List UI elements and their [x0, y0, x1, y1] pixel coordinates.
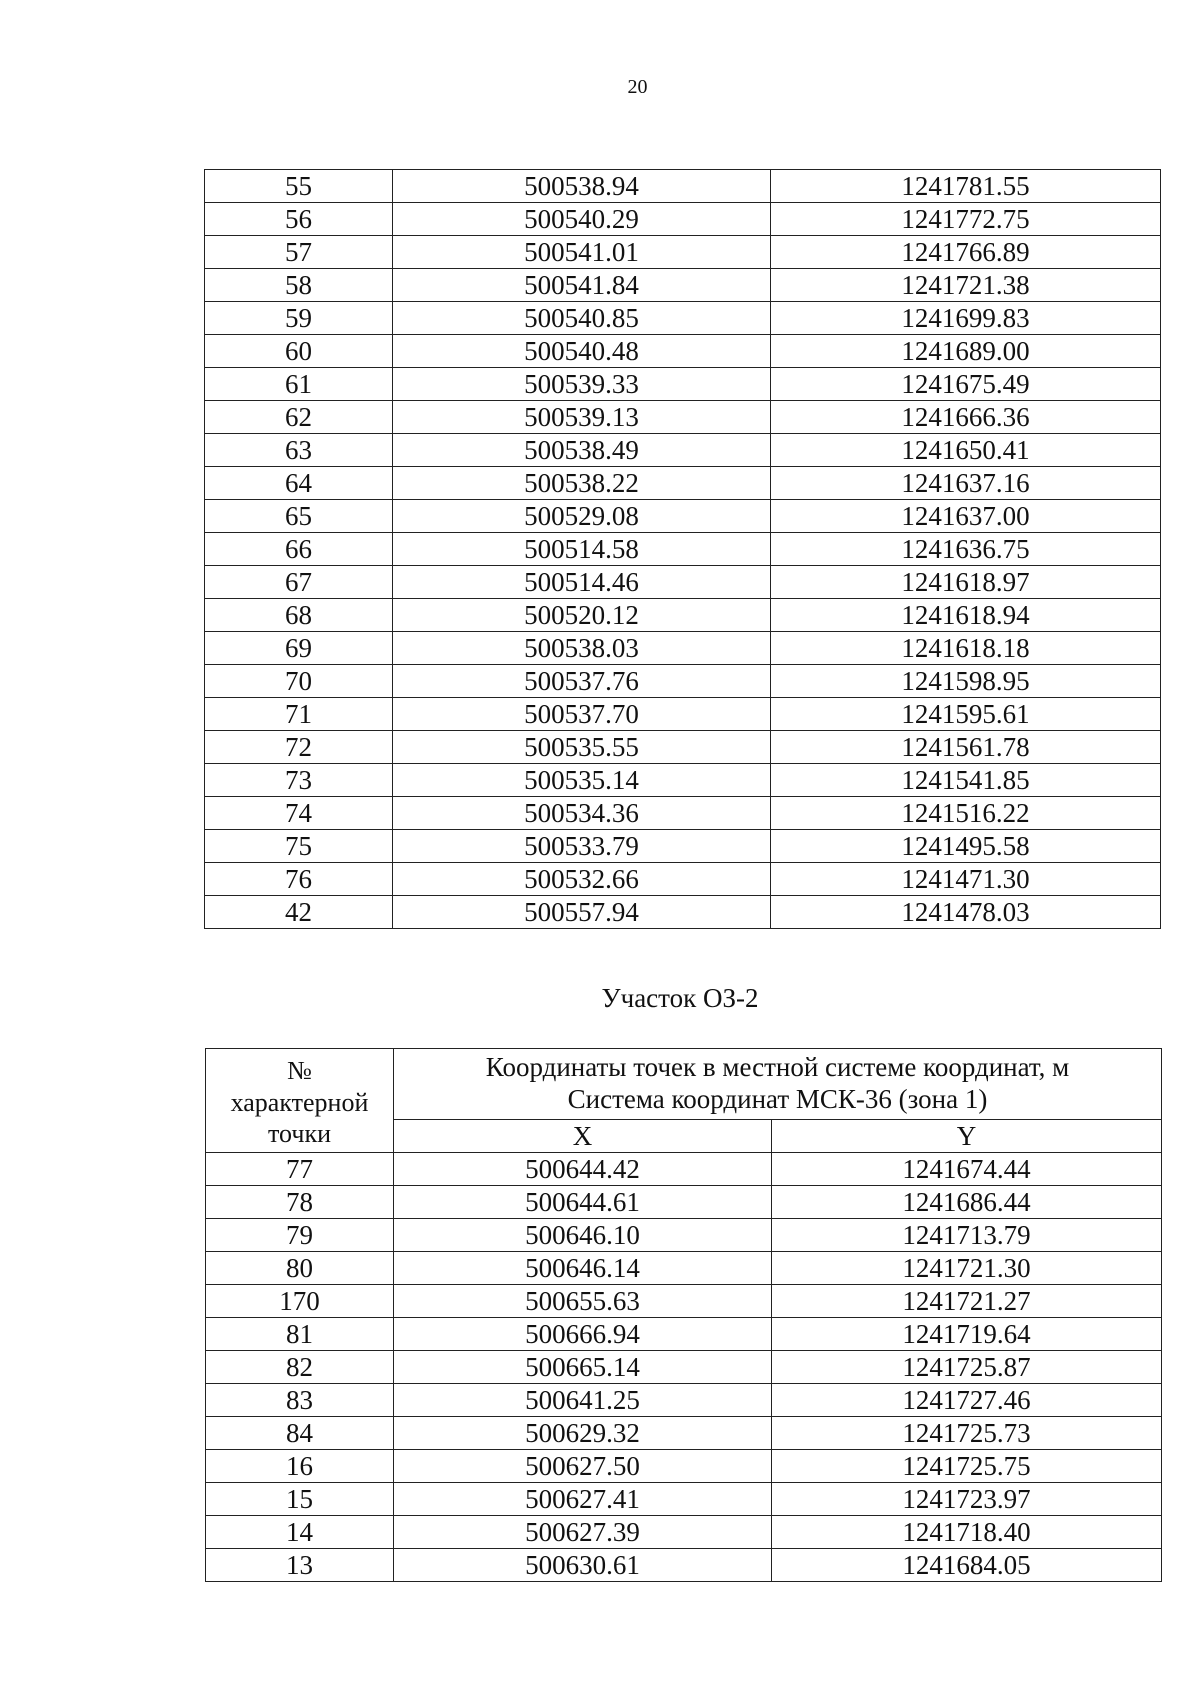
- point-number-cell: 63: [205, 434, 393, 467]
- table-row: [206, 1516, 1162, 1549]
- point-number-cell: 170: [206, 1285, 394, 1318]
- x-coordinate-cell: 500538.22: [393, 467, 771, 500]
- table-row: [205, 434, 1161, 467]
- y-coordinate-cell: 1241495.58: [771, 830, 1161, 863]
- table-row: [206, 1450, 1162, 1483]
- table-row: [205, 698, 1161, 731]
- y-coordinate-cell: 1241684.05: [772, 1549, 1162, 1582]
- point-number-cell: 80: [206, 1252, 394, 1285]
- table-row: [206, 1285, 1162, 1318]
- y-coordinate-cell: 1241725.75: [772, 1450, 1162, 1483]
- point-number-cell: 79: [206, 1219, 394, 1252]
- x-coordinate-cell: 500641.25: [394, 1384, 772, 1417]
- point-number-cell: 60: [205, 335, 393, 368]
- x-coordinate-cell: 500538.03: [393, 632, 771, 665]
- x-coordinate-cell: 500655.63: [394, 1285, 772, 1318]
- section-title: Участок ОЗ-2: [601, 983, 759, 1013]
- x-coordinate-cell: 500537.76: [393, 665, 771, 698]
- y-coordinate-cell: 1241636.75: [771, 533, 1161, 566]
- point-number-cell: 55: [205, 170, 393, 203]
- point-number-cell: 64: [205, 467, 393, 500]
- y-coordinate-cell: 1241637.00: [771, 500, 1161, 533]
- table-row: [206, 1351, 1162, 1384]
- y-coordinate-cell: 1241723.97: [772, 1483, 1162, 1516]
- coordinates-header-line: Координаты точек в местной системе координат, м: [485, 1052, 1070, 1083]
- y-coordinate-cell: 1241689.00: [771, 335, 1161, 368]
- point-number-cell: 81: [206, 1318, 394, 1351]
- table-header: [206, 1049, 1162, 1153]
- point-number-cell: 62: [205, 401, 393, 434]
- table-row: [206, 1483, 1162, 1516]
- point-number-cell: 84: [206, 1417, 394, 1450]
- table-row: [206, 1549, 1162, 1582]
- table-row: [205, 632, 1161, 665]
- y-coordinate-cell: 1241618.94: [771, 599, 1161, 632]
- table-row: [205, 170, 1161, 203]
- header-num-line: характерной: [230, 1087, 369, 1117]
- y-coordinate-cell: 1241561.78: [771, 731, 1161, 764]
- x-coordinate-cell: 500534.36: [393, 797, 771, 830]
- table-row: [206, 1318, 1162, 1351]
- y-coordinate-cell: 1241674.44: [772, 1153, 1162, 1186]
- y-column-header: Y: [772, 1120, 1162, 1153]
- table-row: [206, 1252, 1162, 1285]
- table-row: [205, 896, 1161, 929]
- table-row: [206, 1153, 1162, 1186]
- table-row: [206, 1417, 1162, 1450]
- point-number-cell: 16: [206, 1450, 394, 1483]
- coordinates-header: [394, 1049, 1162, 1120]
- x-coordinate-cell: 500630.61: [394, 1549, 772, 1582]
- table-row: [206, 1219, 1162, 1252]
- y-coordinate-cell: 1241666.36: [771, 401, 1161, 434]
- y-coordinate-cell: 1241781.55: [771, 170, 1161, 203]
- x-coordinate-cell: 500533.79: [393, 830, 771, 863]
- x-column-header: X: [394, 1120, 772, 1153]
- table-body: [206, 1153, 1162, 1582]
- header-row: [206, 1049, 1162, 1120]
- x-coordinate-cell: 500529.08: [393, 500, 771, 533]
- table-row: [205, 302, 1161, 335]
- coordinates-table-oz2: [205, 1048, 1162, 1582]
- table-row: [205, 599, 1161, 632]
- y-coordinate-cell: 1241516.22: [771, 797, 1161, 830]
- point-number-cell: 76: [205, 863, 393, 896]
- y-coordinate-cell: 1241727.46: [772, 1384, 1162, 1417]
- table-row: [205, 665, 1161, 698]
- point-number-cell: 71: [205, 698, 393, 731]
- table-row: [205, 533, 1161, 566]
- y-coordinate-cell: 1241618.97: [771, 566, 1161, 599]
- y-coordinate-cell: 1241618.18: [771, 632, 1161, 665]
- point-number-cell: 13: [206, 1549, 394, 1582]
- x-coordinate-cell: 500520.12: [393, 599, 771, 632]
- y-coordinate-cell: 1241721.30: [772, 1252, 1162, 1285]
- x-coordinate-cell: 500666.94: [394, 1318, 772, 1351]
- y-coordinate-cell: 1241766.89: [771, 236, 1161, 269]
- x-coordinate-cell: 500541.84: [393, 269, 771, 302]
- y-coordinate-cell: 1241478.03: [771, 896, 1161, 929]
- table-row: [205, 830, 1161, 863]
- point-number-cell: 65: [205, 500, 393, 533]
- x-coordinate-cell: 500540.48: [393, 335, 771, 368]
- x-coordinate-cell: 500539.33: [393, 368, 771, 401]
- point-number-cell: 74: [205, 797, 393, 830]
- x-coordinate-cell: 500535.14: [393, 764, 771, 797]
- point-number-cell: 58: [205, 269, 393, 302]
- x-coordinate-cell: 500538.49: [393, 434, 771, 467]
- table-row: [205, 764, 1161, 797]
- point-number-cell: 70: [205, 665, 393, 698]
- point-number-cell: 83: [206, 1384, 394, 1417]
- x-coordinate-cell: 500644.42: [394, 1153, 772, 1186]
- table-row: [205, 500, 1161, 533]
- table-row: [205, 401, 1161, 434]
- coordinates-table-continued: [204, 169, 1161, 929]
- y-coordinate-cell: 1241719.64: [772, 1318, 1162, 1351]
- y-coordinate-cell: 1241637.16: [771, 467, 1161, 500]
- x-coordinate-cell: 500541.01: [393, 236, 771, 269]
- x-coordinate-cell: 500535.55: [393, 731, 771, 764]
- page-number: 20: [627, 76, 648, 98]
- x-coordinate-cell: 500557.94: [393, 896, 771, 929]
- point-number-cell: 73: [205, 764, 393, 797]
- x-coordinate-cell: 500539.13: [393, 401, 771, 434]
- x-coordinate-cell: 500629.32: [394, 1417, 772, 1450]
- point-number-cell: 59: [205, 302, 393, 335]
- point-number-cell: 14: [206, 1516, 394, 1549]
- table-row: [205, 203, 1161, 236]
- y-coordinate-cell: 1241598.95: [771, 665, 1161, 698]
- table-row: [206, 1384, 1162, 1417]
- table-row: [205, 467, 1161, 500]
- point-number-cell: 72: [205, 731, 393, 764]
- x-coordinate-cell: 500627.50: [394, 1450, 772, 1483]
- y-coordinate-cell: 1241541.85: [771, 764, 1161, 797]
- y-coordinate-cell: 1241718.40: [772, 1516, 1162, 1549]
- coordinates-system-line: Система координат МСК-36 (зона 1): [567, 1084, 988, 1114]
- point-number-cell: 42: [205, 896, 393, 929]
- y-coordinate-cell: 1241471.30: [771, 863, 1161, 896]
- x-coordinate-cell: 500646.10: [394, 1219, 772, 1252]
- table-body: [205, 170, 1161, 929]
- point-number-cell: 82: [206, 1351, 394, 1384]
- x-coordinate-cell: 500627.41: [394, 1483, 772, 1516]
- table-row: [206, 1186, 1162, 1219]
- x-coordinate-cell: 500665.14: [394, 1351, 772, 1384]
- y-coordinate-cell: 1241713.79: [772, 1219, 1162, 1252]
- y-coordinate-cell: 1241699.83: [771, 302, 1161, 335]
- point-number-cell: 67: [205, 566, 393, 599]
- header-num-line: точки: [268, 1119, 331, 1149]
- table-row: [205, 731, 1161, 764]
- table-row: [205, 236, 1161, 269]
- table-row: [205, 269, 1161, 302]
- table-row: [205, 335, 1161, 368]
- x-coordinate-cell: 500538.94: [393, 170, 771, 203]
- point-number-cell: 57: [205, 236, 393, 269]
- table-row: [205, 863, 1161, 896]
- y-coordinate-cell: 1241686.44: [772, 1186, 1162, 1219]
- table-row: [205, 368, 1161, 401]
- y-coordinate-cell: 1241721.38: [771, 269, 1161, 302]
- point-number-cell: 66: [205, 533, 393, 566]
- y-coordinate-cell: 1241595.61: [771, 698, 1161, 731]
- x-coordinate-cell: 500646.14: [394, 1252, 772, 1285]
- x-coordinate-cell: 500532.66: [393, 863, 771, 896]
- y-coordinate-cell: 1241650.41: [771, 434, 1161, 467]
- x-coordinate-cell: 500627.39: [394, 1516, 772, 1549]
- y-coordinate-cell: 1241721.27: [772, 1285, 1162, 1318]
- point-number-cell: 77: [206, 1153, 394, 1186]
- x-coordinate-cell: 500514.46: [393, 566, 771, 599]
- point-number-cell: 75: [205, 830, 393, 863]
- point-number-cell: 69: [205, 632, 393, 665]
- y-coordinate-cell: 1241772.75: [771, 203, 1161, 236]
- point-number-cell: 61: [205, 368, 393, 401]
- point-number-cell: 56: [205, 203, 393, 236]
- table-row: [205, 566, 1161, 599]
- point-number-cell: 15: [206, 1483, 394, 1516]
- y-coordinate-cell: 1241675.49: [771, 368, 1161, 401]
- header-num-line: №: [287, 1056, 312, 1085]
- x-coordinate-cell: 500644.61: [394, 1186, 772, 1219]
- x-coordinate-cell: 500540.29: [393, 203, 771, 236]
- point-number-cell: 68: [205, 599, 393, 632]
- point-number-header: [206, 1049, 394, 1153]
- x-coordinate-cell: 500540.85: [393, 302, 771, 335]
- x-coordinate-cell: 500514.58: [393, 533, 771, 566]
- point-number-cell: 78: [206, 1186, 394, 1219]
- x-coordinate-cell: 500537.70: [393, 698, 771, 731]
- table-row: [205, 797, 1161, 830]
- y-coordinate-cell: 1241725.87: [772, 1351, 1162, 1384]
- y-coordinate-cell: 1241725.73: [772, 1417, 1162, 1450]
